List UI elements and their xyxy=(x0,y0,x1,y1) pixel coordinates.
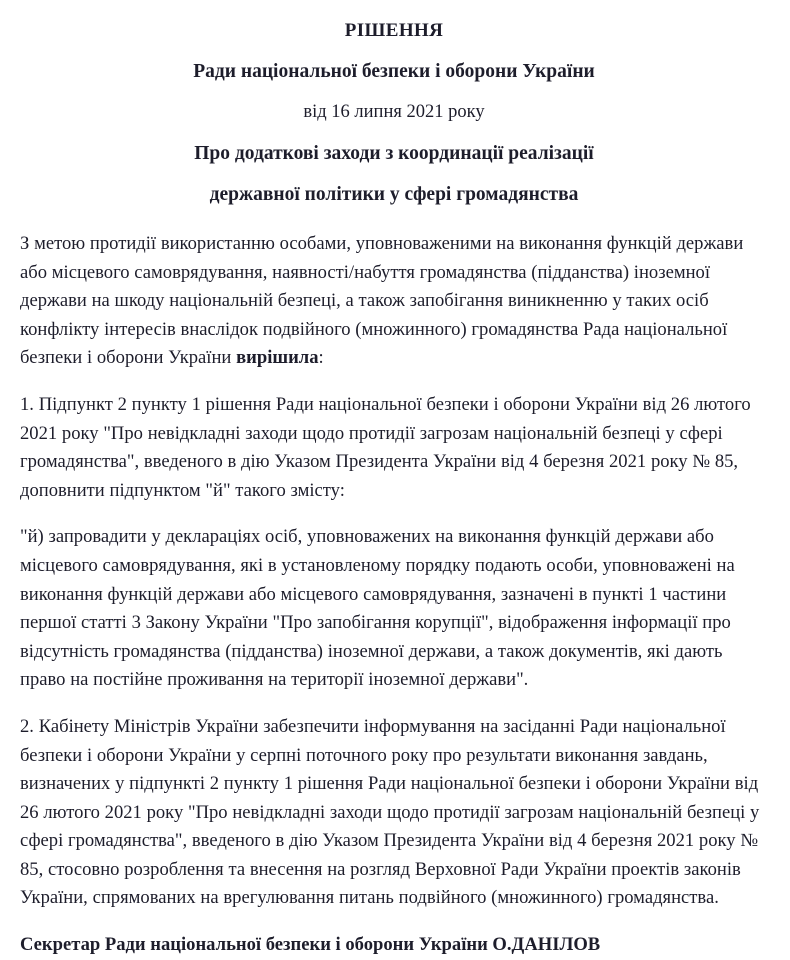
clause-paragraph-2: 2. Кабінету Міністрів України забезпечити інформування на засіданні Ради національної безпеки і оборони України у серпні поточного року про результати виконання завдань, визначених у підпункті 2 пункту 1 рішення Ради національної безпеки і оборони України від 26 лютого 2021 року "Про невідкладні заходи щодо протидії загрозам національній безпеці у сфері громадянства", введеного в дію Указом Президента України від 4 березня 2021 року № 85, стосовно розроблення та внесення на розгляд Верховної Ради України проектів законів України, спрямованих на врегулювання питань подвійного (множинного) громадянства. xyxy=(20,715,760,909)
document-date: від 16 липня 2021 року xyxy=(303,102,485,122)
document-title: РІШЕННЯ xyxy=(344,20,444,41)
signature-line: Секретар Ради національної безпеки і оборони України О.ДАНІЛОВ xyxy=(20,934,601,956)
clause-paragraph-1: 1. Підпункт 2 пункту 1 рішення Ради національної безпеки і оборони України від 26 лютого 2021 року "Про невідкладні заходи щодо протидії загрозам національній безпеці у сфері громадянства", введеного в дію Указом Президента України від 4 березня 2021 року № 85, доповнити підпунктом "й" такого змісту: xyxy=(20,393,751,501)
document-subject-line-1: Про додаткові заходи з координації реалізації xyxy=(194,143,594,164)
preamble-paragraph xyxy=(20,230,768,373)
document-subject-line-2: державної політики у сфері громадянства xyxy=(209,184,579,205)
preamble-text-tail: : xyxy=(318,347,324,369)
issuing-authority: Ради національної безпеки і оборони України xyxy=(193,61,595,82)
preamble-decided-keyword: вирішила xyxy=(236,347,319,369)
document-body xyxy=(20,230,768,960)
preamble-text-lead: З метою протидії використанню особами, уповноваженими на виконання функцій держави або місцевого самоврядування, наявності/набуття громадянства (підданства) іноземної держави на шкоду національній безпеці, а також запобігання виникненню у таких осіб конфлікту інтересів внаслідок подвійного (множинного) громадянства Рада національної безпеки і оборони України xyxy=(20,233,744,369)
document-heading-block xyxy=(20,10,768,215)
clause-paragraph-quoted-y: "й) запровадити у деклараціях осіб, уповноважених на виконання функцій держави або місцевого самоврядування, які в установленому порядку подають особи, уповноважені на виконання функцій держави або місцевого самоврядування, зазначені в пункті 1 частини першої статті 3 Закону України "Про запобігання корупції", відображення інформації про відсутність громадянства (підданства) іноземної держави, а також документів, які дають право на постійне проживання на території іноземної держави". xyxy=(20,526,735,691)
